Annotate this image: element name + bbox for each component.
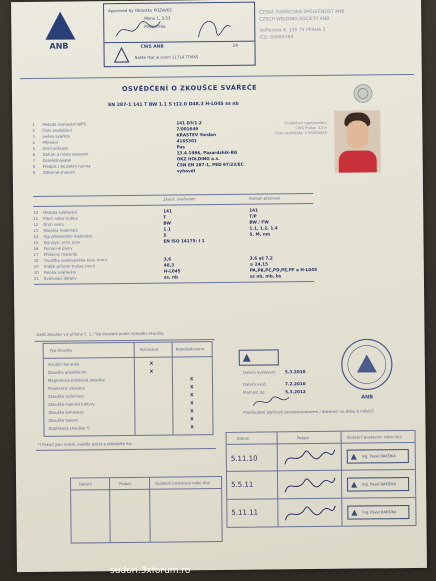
stamp-number: 24 [232,43,239,49]
ext-date-3: 5.11.11 [231,508,259,517]
tests-header-type: Typ zkoušky [49,347,73,353]
stamp-triangle-icon [350,481,358,489]
stamp-signature-2 [194,13,234,41]
tests-header-req: Nepožadováno [175,346,204,352]
watermark-text: sudori.3xforum.ro [110,566,191,576]
hologram-seal-icon [352,82,374,104]
logo-text: ANB [49,41,69,51]
ext-stamp-3 [347,505,409,520]
bottom-header-title: Služební postavení nebo titul [155,480,211,486]
anb-triangle-icon [45,11,75,39]
round-seal-stamp [339,336,396,393]
registration-note-line-2: CWS Praha: 3.3.e [295,125,327,131]
ext-stamp-2 [347,477,409,492]
seal-text: ANB [361,394,374,401]
stamp-line-5: Naške fkar je soom 11714 TTMAS [134,54,199,60]
stamp-signature [114,18,164,43]
registration-note-line-1: Osvědčení registrováno [284,120,327,126]
registration-note [274,121,326,137]
bottom-header-sign: Podpis [119,480,132,487]
page-title: OSVĚDČENÍ O ZKOUŠCE SVÁŘEČE [121,83,258,94]
stamp-triangle-icon [350,509,358,517]
employer-note: Prodloužení platnosti zaměstnavatelem / dozorem na dobu 6 měsíců [243,408,374,415]
footnote: *) Pokud jsou nutné, uveďte počet a předložte list. [37,440,133,447]
ext-signature-1 [283,446,337,469]
params-header-test: Zkouš. svařování [163,196,196,202]
ext-stamp-name-3: Ing. Pavel BAKŠÍKA [362,510,397,515]
small-stamp [239,349,279,365]
tests-header-done: Vykonáno [139,346,159,352]
stamp-triangle-icon [350,453,358,461]
stamp-line-1: Approved by Oblastkv POZAVEC [108,7,173,14]
ext-stamp-1 [347,449,409,464]
ext-header-sign: Podpis [296,435,309,441]
org-line-4: IČO: 60680789 [259,35,294,41]
ext-signature-3 [283,502,337,525]
registration-note-line-3: Číslo certifikátu: 5-9/2009/28 [274,130,327,136]
standard-designation: EN 287-1 141 T BW 1.1 S t12.0 D48.3 H-L045 ss nb [108,101,239,109]
ext-header-title: Služební postavení nebo titul [346,434,402,440]
org-line-1: ČESKÁ SVÁŘEČSKÁ SPOLEČNOST ANB [259,9,345,16]
tests-intro: Další zkoušky viz přílohu č. 1 / Typ zkoušek podle výsledku zkoušky [36,330,164,337]
ext-stamp-name-2: Ing. Pavel BAKŠÍKA [362,482,397,487]
ext-stamp-name-1: Ing. Pavel BAKŠÍKA [361,454,396,459]
ext-date-1: 5.11.10 [230,454,258,463]
issuer-signature [251,393,291,409]
bottom-signature-table [70,476,223,544]
certificate-document: ANB Approved by Oblastkv POZAVEC Menu 1, 3.53 Podpemba CWS ANB 24 Naške fkar je soom 11714 TTMAS ČESKÁ SVÁŘEČSKÁ SPOLEČNOST ANB CZECH WELDING SOCIETY ANB Velflarova 4, 130 75 PRAHA 3 IČO: 60680789 OSVĚDČENÍ O ZKOUŠCE SVÁŘEČE EN 287-1 141 T BW 1.1 S t12.0 D48.3 H-L045 ss nb Osvědčení registrováno CWS Praha: 3.3.e Číslo certifikátu: 5-9/2009/28 1 Metoda svařování WPS 141 D3/1.2 2 Číslo osvědčení 7/001649 3 Jméno svářeče KRASTEV Yordan 4 Příjmení 4165301 5 Druh průkazu Pas 6 Datum a místo narození 13.4.1986, Pazardzhik-BG 7 Zaměstnavatel OKZ HOLDING a.s. 8 Předpis / zkušební norma ČSN EN 287-1, PED 97/23/EC 9 Odborné znalosti vyhověl Zkouš. svařování Rozsah platnosti 10 Metoda svařování 141 141 11 Plech nebo trubka T T/P 12 Druh svaru BW BW / FW 13 Skupina materiálu 1.1 1.1, 1.2, 1.4 14 Typ přídavného materiálu S S, M, nm 15 Typ plyn, ochr. plyn EN ISO 14175: I 1 16 Pomocné plyny 17 Přídavný materiál 18 Tloušťka svařovaného kusu (mm) 3,6 3,6 až 7,2 19 Vnější průměr trubky (mm) 48,3 ≥ 24,15 20 Poloha svařování H-L045 PA,PB,PC,PD,PE,PF a H-L045 21 Svařovací detaily ss, nb ss nb, mb, bs Další zkoušky viz přílohu č. 1 / Typ zkoušek podle výsledku zkoušky Typ zkoušky Vykonáno Nepožadováno Vizuální kontrola X Zkouška prozářením X Magnetická prášková zkouška X Penetrační zkouška X Zkouška rozlomem X Zkouška makrostruktury X Zkouška lámavosti X Zkouška tlakem X Doplňková zkouška *) X ANB Datum vystavení: 5.3.2010 Datum svař.: 7.2.2010 Platnost do: 5.3.2012 Prodloužení platnosti zaměstnavatelem / dozorem na dobu 6 měsíců *) Pokud jsou nutné, uveďte počet a předložte list. Datum Podpis Služební postavení nebo titul 5.11.10 Ing. Pavel BAKŠÍKA 5.5.11 Ing. Pavel BAKŠÍKA 5.11.11 Ing. Pavel BAKŠÍKA Datum Podpis Služební postavení nebo titul [11,0,427,572]
extension-table [226,430,417,528]
stamp-small-triangle-icon [108,44,134,64]
welder-photo [334,110,381,172]
organization-header [259,8,409,42]
ext-header-date: Datum [236,435,250,441]
bottom-header-date: Datum [79,481,92,487]
org-line-3: Velflarova 4, 130 75 PRAHA 3 [259,27,326,34]
stamp-line-2: Menu 1, 3.53 [144,15,171,21]
approval-stamp [103,2,256,68]
ext-date-2: 5.5.11 [231,480,254,489]
stamp-line-3: Podpemba [144,23,166,29]
org-line-2: CZECH WELDING SOCIETY ANB [259,16,330,23]
stamp-triangle-icon [242,353,252,363]
anb-logo [31,5,92,56]
params-header-range: Rozsah platnosti [249,195,281,201]
stamp-line-4: CWS ANB [140,44,164,50]
ext-signature-2 [283,474,337,497]
tests-table: Typ zkoušky Vykonáno Nepožadováno Vizuální kontrola X Zkouška prozářením X Magnetická prášková zkouška X Penetrační zkouška X Zkouška rozlomem X Zkouška makrostruktury X Zkouška lámavosti X Zkouška tlakem X Doplňková zkouška *) X [43,341,214,437]
